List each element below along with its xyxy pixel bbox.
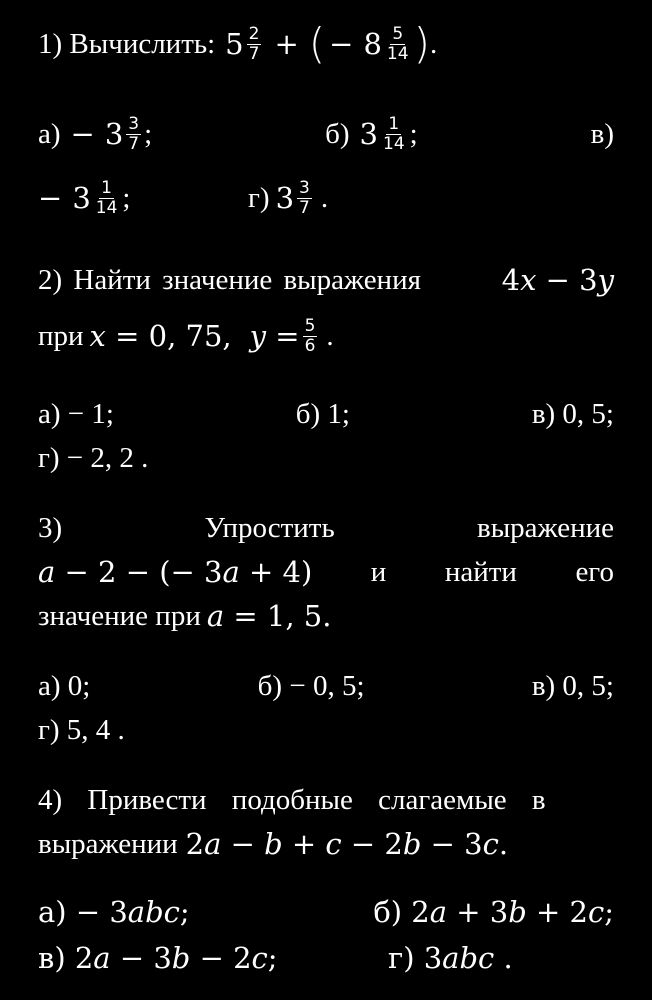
q4-text2: выражении <box>38 827 178 860</box>
q1-d-prefix: г) <box>248 181 270 214</box>
q1-a-fraction <box>126 115 141 154</box>
q1-c-sign: − <box>38 181 63 215</box>
q1-b-end: ; <box>409 117 418 150</box>
q2-y-num: 5 <box>304 315 316 336</box>
q3-answer-b: б) − 0, 5; <box>257 669 365 702</box>
q2-x-value: 𝑥 = 0, 75, <box>89 319 232 353</box>
q2-end: . <box>326 319 334 352</box>
q1-fraction-b <box>385 25 411 64</box>
q4-line2 <box>38 822 614 866</box>
q1-fraction-a <box>247 25 262 64</box>
q1-c-prefix: в) <box>590 117 614 150</box>
q3-number: 3) <box>38 511 63 544</box>
q2-pri: при <box>38 319 84 352</box>
q1-c-den: 14 <box>95 197 118 218</box>
q1-den-b: 14 <box>386 43 409 64</box>
q1-d-fraction <box>297 179 312 218</box>
q3-line1 <box>38 506 614 550</box>
q1-a-num: 3 <box>128 113 140 134</box>
q1-c-fraction <box>94 179 120 218</box>
q4-expression: 2𝑎 − 𝑏 + 𝑐 − 2𝑏 − 3𝑐. <box>185 827 509 861</box>
q3-answer-d: г) 5, 4 . <box>38 713 125 746</box>
q2-answer-d: г) − 2, 2 . <box>38 441 149 474</box>
q1-a-prefix: а) <box>38 117 61 150</box>
q4-answers-row1 <box>38 890 614 934</box>
q4-answer-c: в) 2𝑎 − 3𝑏 − 2𝑐; <box>38 941 278 975</box>
q1-a-end: ; <box>144 117 153 150</box>
q1-b-den: 14 <box>383 133 405 154</box>
q3-expression: 𝑎 − 2 − (− 3𝑎 + 4) <box>38 555 313 589</box>
q3-answers-row1 <box>38 664 614 708</box>
q4-text: 4) Привести подобные слагаемые в <box>38 783 546 816</box>
q1-answer-c <box>38 179 248 218</box>
q1-c-num: 1 <box>101 177 112 198</box>
q1-answers-row1 <box>38 112 614 156</box>
q2-expression: 4𝑥 − 3𝑦 <box>501 263 614 297</box>
q3-answer-c: в) 0, 5; <box>531 669 614 702</box>
q3-word-its: его <box>575 555 614 588</box>
q2-answers-row1 <box>38 392 614 436</box>
q1-a-den: 7 <box>128 133 140 154</box>
q3-line3 <box>38 594 614 638</box>
q1-c-end: ; <box>122 181 131 214</box>
q4-answer-a: а) − 3𝑎𝑏𝑐; <box>38 895 190 929</box>
q1-b-prefix: б) <box>325 117 350 150</box>
q1-answer-d <box>248 179 328 218</box>
q1-b-num: 1 <box>388 113 400 134</box>
q1-a-whole: 3 <box>104 117 124 151</box>
q1-num-b: 5 <box>392 23 404 44</box>
q3-text: значение при <box>38 599 201 632</box>
q1-plus: + <box>274 27 299 61</box>
q1-c-whole: 3 <box>72 181 91 215</box>
q2-answers-row2 <box>38 436 614 480</box>
q2-answer-c: в) 0, 5; <box>531 397 614 430</box>
q3-line2 <box>38 550 614 594</box>
q1-b-whole: 3 <box>359 117 378 151</box>
q1-answers-row2 <box>38 176 614 220</box>
q2-text: 2) Найти значение выражения <box>38 263 421 296</box>
q1-b-fraction <box>381 115 407 154</box>
q1-label: 1) Вычислить: <box>38 27 216 60</box>
q1-minus: − <box>329 27 354 61</box>
q1-answer-a <box>38 115 152 154</box>
q1-den-a: 7 <box>248 43 260 64</box>
q4-answer-b: б) 2𝑎 + 3𝑏 + 2𝑐; <box>373 895 614 929</box>
q1-d-den: 7 <box>299 197 310 218</box>
q2-y-eq: 𝑦 = <box>249 319 300 353</box>
q1-end: . <box>429 27 438 60</box>
q1-whole-b: 8 <box>363 27 382 61</box>
q2-y-den: 6 <box>304 335 316 356</box>
q1-paren-open: ( <box>308 19 326 68</box>
q3-word-simplify: Упростить <box>204 511 335 544</box>
q3-word-expression: выражение <box>477 511 614 544</box>
q2-answer-b: б) 1; <box>295 397 350 430</box>
q1-whole-a: 5 <box>225 27 244 61</box>
q1-a-sign: − <box>70 117 95 151</box>
q3-a-value: 𝑎 = 1, 5. <box>206 599 332 633</box>
q3-answer-a: а) 0; <box>38 669 91 702</box>
q1-d-end: . <box>320 181 329 214</box>
q1-paren-close: ) <box>413 19 430 68</box>
q1-line <box>38 19 614 68</box>
q4-answer-d: г) 3𝑎𝑏𝑐 . <box>388 941 513 975</box>
q3-word-and: и <box>370 555 387 588</box>
q3-answers-row2 <box>38 708 614 752</box>
q1-answer-b <box>325 115 418 154</box>
q2-line1 <box>38 258 614 302</box>
q3-word-find: найти <box>444 555 517 588</box>
q4-answers-row2 <box>38 936 614 980</box>
q1-num-a: 2 <box>248 23 260 44</box>
q4-line1 <box>38 778 614 822</box>
q1-d-num: 3 <box>299 177 310 198</box>
q2-y-fraction <box>303 317 318 356</box>
q1-d-whole: 3 <box>275 181 295 215</box>
q2-answer-a: а) − 1; <box>38 397 114 430</box>
q2-line2 <box>38 314 614 358</box>
